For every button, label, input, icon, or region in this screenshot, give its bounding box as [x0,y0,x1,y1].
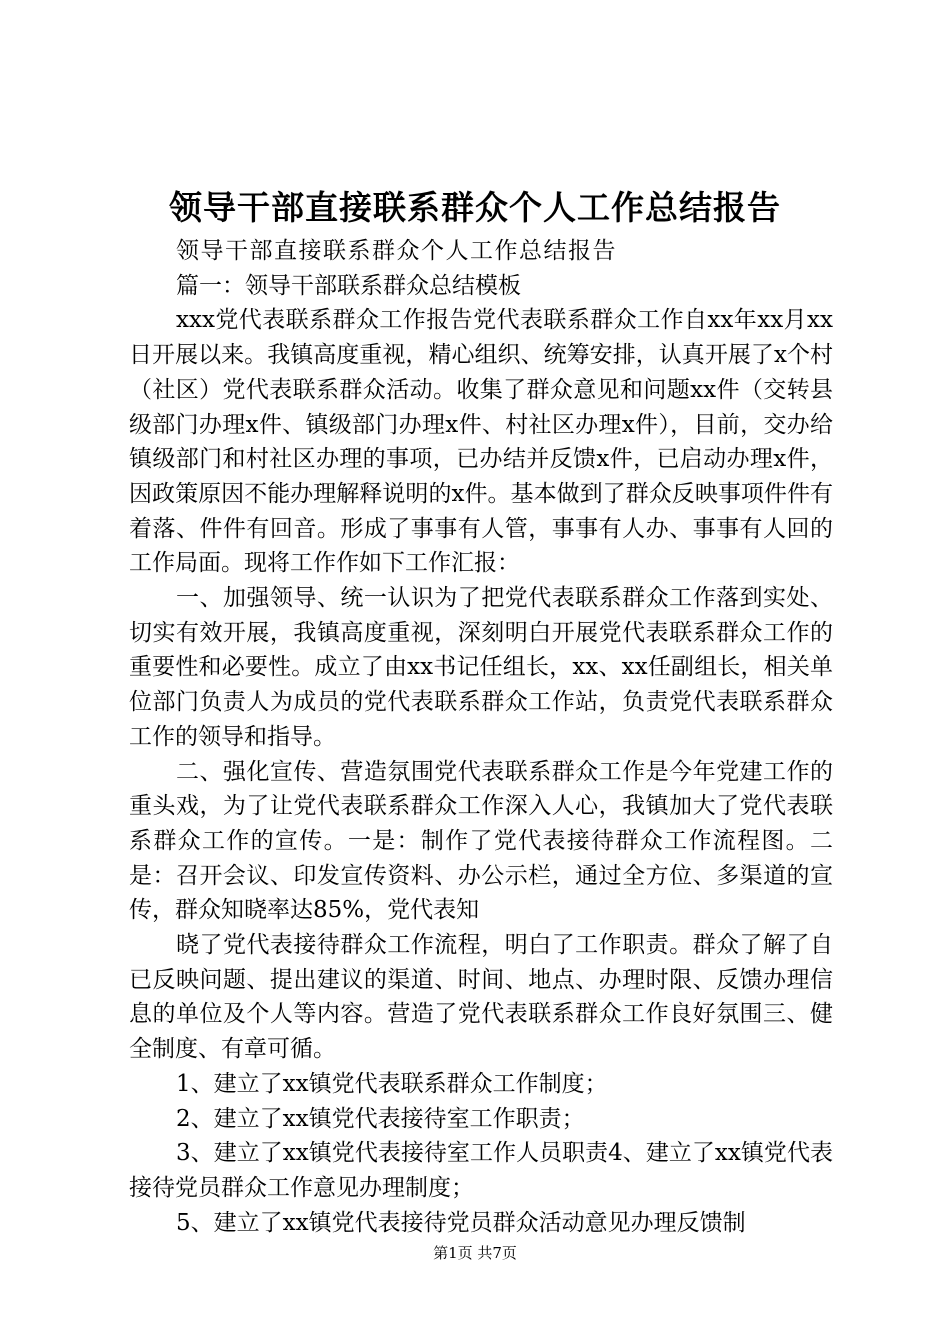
page-footer: 第1页 共7页 [433,1244,517,1262]
document-title: 领导干部直接联系群众个人工作总结报告 [169,188,781,227]
paragraph-section-2: 二、强化宣传、营造氛围党代表联系群众工作是今年党建工作的重头戏，为了让党代表联系群众工作深入人心，我镇加大了党代表联系群众工作的宣传。一是：制作了党代表接待群众工作流程图。二是：召开会议、印发宣传资料、办公示栏，通过全方位、多渠道的宣传，群众知晓率达85%，党代表知 [129,758,833,924]
document-subtitle: 领导干部直接联系群众个人工作总结报告 [176,238,617,264]
list-item-3: 3、建立了xx镇党代表接待室工作人员职责4、建立了xx镇党代表接待党员群众工作意见办理制度； [129,1140,833,1201]
list-item-2: 2、建立了xx镇党代表接待室工作职责； [176,1105,585,1132]
section-heading: 篇一：领导干部联系群众总结模板 [176,272,521,299]
document-body [129,234,833,1240]
paragraph-intro: xxx党代表联系群众工作报告党代表联系群众工作自xx年xx月xx日开展以来。我镇高度重视，精心组织、统筹安排，认真开展了x个村（社区）党代表联系群众活动。收集了群众意见和问题xx件（交转县级部门办理x件、镇级部门办理x件、村社区办理x件），目前，交办给镇级部门和村社区办理的事项，已办结并反馈x件，已启动办理x件，因政策原因不能办理解释说明的x件。基本做到了群众反映事项件件有着落、件件有回音。形成了事事有人管，事事有人办、事事有人回的工作局面。现将工作作如下工作汇报： [129,307,833,577]
list-item-5: 5、建立了xx镇党代表接待党员群众活动意见办理反馈制 [176,1209,746,1236]
paragraph-section-2-cont: 晓了党代表接待群众工作流程，明白了工作职责。群众了解了自已反映问题、提出建议的渠道、时间、地点、办理时限、反馈办理信息的单位及个人等内容。营造了党代表联系群众工作良好氛围三、健全制度、有章可循。 [129,932,833,1063]
paragraph-section-1: 一、加强领导、统一认识为了把党代表联系群众工作落到实处、切实有效开展，我镇高度重视，深刻明白开展党代表联系群众工作的重要性和必要性。成立了由xx书记任组长，xx、xx任副组长，相关单位部门负责人为成员的党代表联系群众工作站，负责党代表联系群众工作的领导和指导。 [129,585,833,750]
list-item-1: 1、建立了xx镇党代表联系群众工作制度； [176,1070,608,1097]
